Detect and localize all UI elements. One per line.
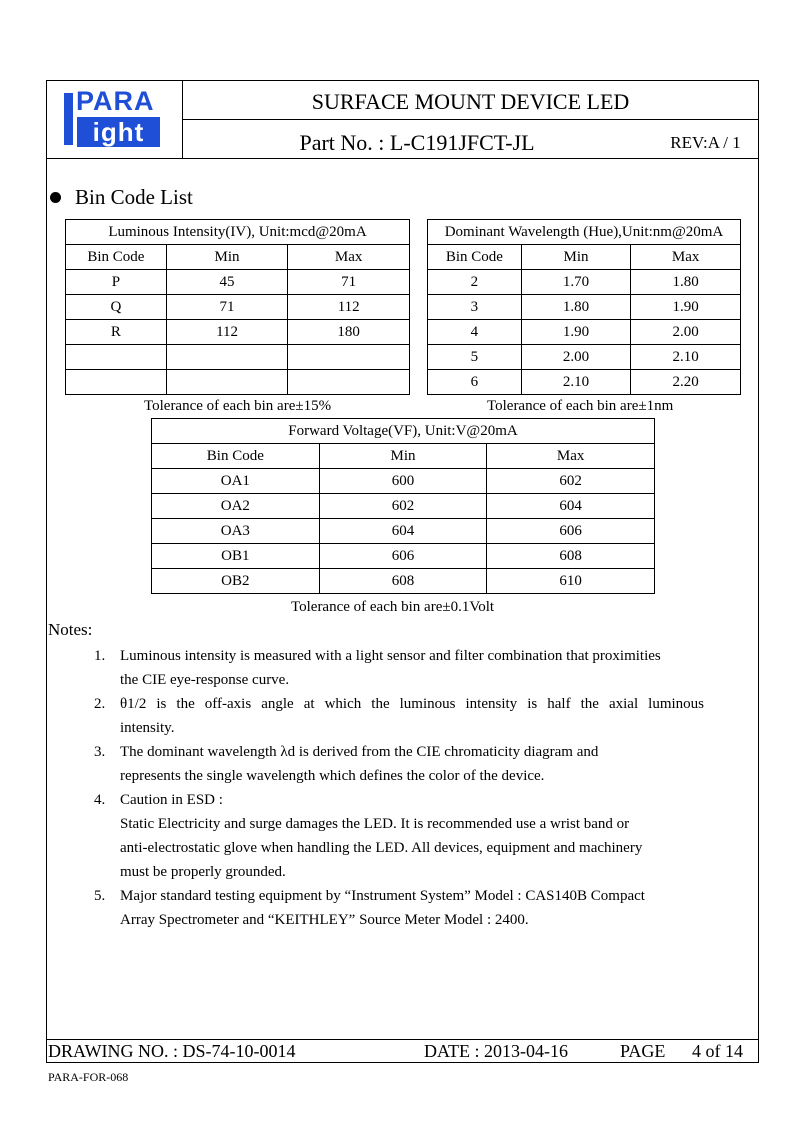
table-cell: OA1	[152, 469, 320, 494]
table-cell: 608	[319, 569, 487, 594]
table-cell	[166, 370, 288, 395]
note-line: intensity.	[120, 720, 175, 736]
part-number: Part No. : L-C191JFCT-JL	[299, 130, 535, 155]
section-title: Bin Code List	[75, 185, 193, 209]
table-row	[66, 320, 410, 345]
forward-voltage-table	[151, 418, 655, 594]
column-header: Max	[631, 245, 741, 270]
table-header-row	[66, 245, 410, 270]
table-header-row	[428, 245, 741, 270]
table-cell: 3	[428, 295, 522, 320]
table-row	[66, 295, 410, 320]
table-cell	[66, 370, 167, 395]
note-line: Array Spectrometer and “KEITHLEY” Source Meter Model : 2400.	[120, 912, 529, 928]
table-cell: 1.70	[521, 270, 631, 295]
table-cell: 600	[319, 469, 487, 494]
note-item	[94, 788, 704, 884]
table-cell: 45	[166, 270, 288, 295]
column-header: Min	[166, 245, 288, 270]
table-row	[66, 370, 410, 395]
document-date: DATE : 2013-04-16	[424, 1041, 568, 1061]
column-header: Max	[487, 444, 655, 469]
table-cell: R	[66, 320, 167, 345]
revision: REV:A / 1	[670, 133, 741, 152]
page-number: 4 of 14	[692, 1041, 743, 1061]
table-cell: 4	[428, 320, 522, 345]
note-number: 5.	[94, 888, 106, 904]
table-cell: 602	[487, 469, 655, 494]
table-cell: 606	[487, 519, 655, 544]
table-cell: 604	[487, 494, 655, 519]
table-row	[66, 345, 410, 370]
table-cell: 112	[288, 295, 410, 320]
table-header-row	[152, 444, 655, 469]
table-cell	[166, 345, 288, 370]
note-line: must be properly grounded.	[120, 864, 286, 880]
table-cell: OA2	[152, 494, 320, 519]
table-cell: Q	[66, 295, 167, 320]
form-number: PARA-FOR-068	[48, 1070, 129, 1084]
column-header: Min	[521, 245, 631, 270]
table-cell: 606	[319, 544, 487, 569]
table-cell: 5	[428, 345, 522, 370]
table-caption-row	[66, 220, 410, 245]
table-cell: 1.90	[521, 320, 631, 345]
table-row	[152, 519, 655, 544]
document-title: SURFACE MOUNT DEVICE LED	[311, 89, 630, 114]
note-item	[94, 740, 704, 788]
table-caption-row	[428, 220, 741, 245]
table-row	[152, 469, 655, 494]
section-heading	[50, 184, 193, 210]
note-item	[94, 692, 704, 740]
table-caption-row	[152, 419, 655, 444]
table-cell: 1.80	[521, 295, 631, 320]
table-cell: 2	[428, 270, 522, 295]
table-cell: 1.90	[631, 295, 741, 320]
table-row	[428, 270, 741, 295]
note-item	[94, 644, 704, 692]
table-row	[152, 494, 655, 519]
note-line: Caution in ESD :	[120, 792, 223, 808]
table-cell: OB1	[152, 544, 320, 569]
table-cell: 112	[166, 320, 288, 345]
note-line: θ1/2 is the off-axis angle at which the luminous intensity is half the axial luminous	[120, 696, 704, 712]
note-line: The dominant wavelength λd is derived from the CIE chromaticity diagram and	[120, 744, 599, 760]
table-row	[428, 345, 741, 370]
table-caption: Forward Voltage(VF), Unit:V@20mA	[152, 419, 655, 444]
table-cell: 608	[487, 544, 655, 569]
notes-heading: Notes:	[48, 620, 93, 639]
note-item	[94, 884, 704, 932]
bullet-icon	[50, 192, 61, 203]
note-number: 4.	[94, 792, 106, 808]
notes-list	[94, 644, 704, 932]
voltage-tolerance: Tolerance of each bin are±0.1Volt	[291, 599, 495, 615]
table-row	[66, 270, 410, 295]
luminous-tolerance: Tolerance of each bin are±15%	[144, 398, 332, 414]
header-divider	[182, 119, 759, 120]
company-logo	[64, 87, 160, 147]
table-cell: OB2	[152, 569, 320, 594]
table-row	[428, 370, 741, 395]
table-cell: P	[66, 270, 167, 295]
logo-text-top: PARA	[76, 86, 155, 116]
table-row	[428, 295, 741, 320]
note-number: 1.	[94, 648, 106, 664]
table-cell: 604	[319, 519, 487, 544]
table-cell: 71	[288, 270, 410, 295]
note-line: Luminous intensity is measured with a light sensor and filter combination that proximities	[120, 648, 661, 664]
header-bottom-rule	[46, 158, 759, 159]
logo-text-bottom: ight	[77, 117, 160, 147]
table-cell	[288, 370, 410, 395]
table-cell: 180	[288, 320, 410, 345]
table-cell: 1.80	[631, 270, 741, 295]
page-label: PAGE	[620, 1041, 666, 1061]
note-line: Major standard testing equipment by “Instrument System” Model : CAS140B Compact	[120, 888, 645, 904]
drawing-number: DRAWING NO. : DS-74-10-0014	[48, 1041, 296, 1061]
table-cell: 2.10	[521, 370, 631, 395]
note-line: anti-electrostatic glove when handling the LED. All devices, equipment and machinery	[120, 840, 643, 856]
column-header: Bin Code	[152, 444, 320, 469]
table-row	[152, 569, 655, 594]
note-line: Static Electricity and surge damages the LED. It is recommended use a wrist band or	[120, 816, 630, 832]
table-cell: 2.00	[521, 345, 631, 370]
column-header: Bin Code	[66, 245, 167, 270]
column-header: Min	[319, 444, 487, 469]
note-number: 2.	[94, 696, 106, 712]
wavelength-tolerance: Tolerance of each bin are±1nm	[487, 398, 674, 414]
table-caption: Luminous Intensity(IV), Unit:mcd@20mA	[66, 220, 410, 245]
table-cell: 2.10	[631, 345, 741, 370]
dominant-wavelength-table	[427, 219, 741, 395]
table-cell: 610	[487, 569, 655, 594]
table-cell: 6	[428, 370, 522, 395]
table-cell	[288, 345, 410, 370]
note-number: 3.	[94, 744, 106, 760]
column-header: Bin Code	[428, 245, 522, 270]
table-caption: Dominant Wavelength (Hue),Unit:nm@20mA	[428, 220, 741, 245]
table-cell: 2.00	[631, 320, 741, 345]
note-line: represents the single wavelength which defines the color of the device.	[120, 768, 545, 784]
table-cell: 2.20	[631, 370, 741, 395]
note-line: the CIE eye-response curve.	[120, 672, 290, 688]
luminous-intensity-table	[65, 219, 410, 395]
column-header: Max	[288, 245, 410, 270]
table-cell: OA3	[152, 519, 320, 544]
table-row	[428, 320, 741, 345]
table-cell	[66, 345, 167, 370]
table-cell: 602	[319, 494, 487, 519]
table-cell: 71	[166, 295, 288, 320]
table-row	[152, 544, 655, 569]
